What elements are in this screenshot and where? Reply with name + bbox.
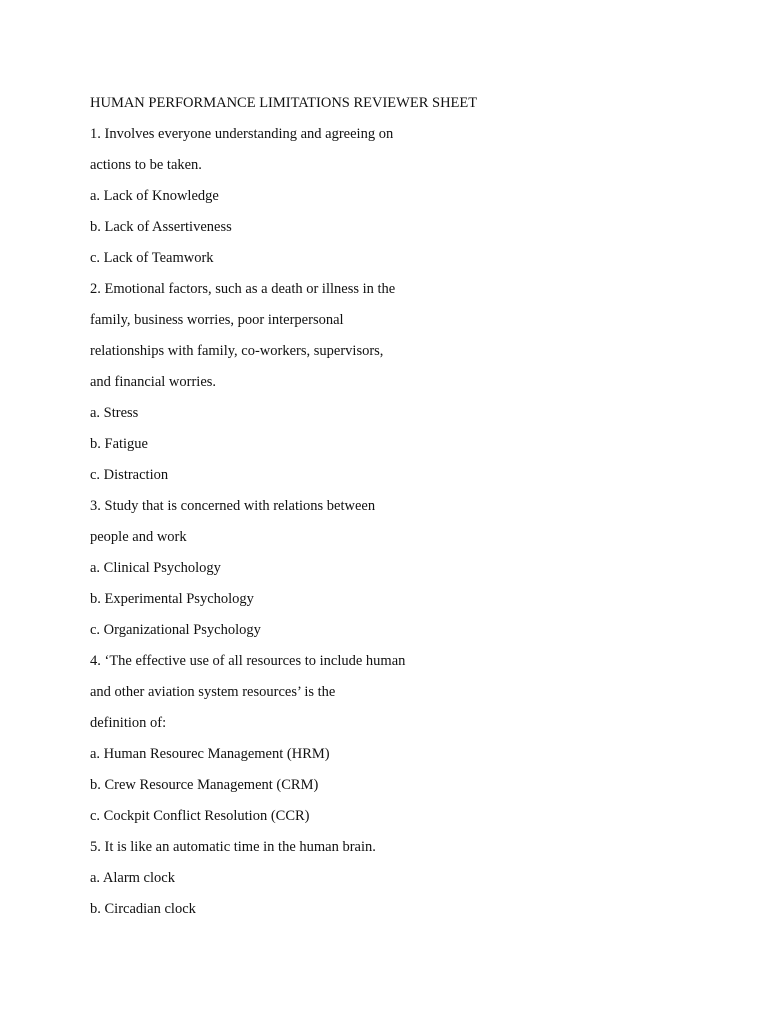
question-3-option-c: c. Organizational Psychology [90, 622, 261, 638]
question-3-line-2: people and work [90, 529, 187, 545]
question-4-line-3: definition of: [90, 715, 167, 731]
question-4-option-a: a. Human Resourec Management (HRM) [90, 746, 330, 762]
document-title: HUMAN PERFORMANCE LIMITATIONS REVIEWER SHEET [90, 95, 478, 111]
question-1-line-2: actions to be taken. [90, 157, 202, 173]
question-2-line-1: 2. Emotional factors, such as a death or illness in the [90, 281, 396, 297]
question-2-line-4: and financial worries. [90, 374, 217, 390]
question-3-option-b: b. Experimental Psychology [90, 591, 254, 607]
question-5-option-b: b. Circadian clock [90, 901, 196, 917]
question-5-line-1: 5. It is like an automatic time in the human brain. [90, 839, 376, 855]
question-4-line-1: 4. ‘The effective use of all resources to include human [90, 653, 406, 669]
question-2-option-a: a. Stress [90, 405, 139, 421]
question-1-option-b: b. Lack of Assertiveness [90, 219, 232, 235]
question-2-option-c: c. Distraction [90, 467, 169, 483]
question-1-option-c: c. Lack of Teamwork [90, 250, 214, 266]
question-2-option-b: b. Fatigue [90, 436, 148, 452]
question-4-line-2: and other aviation system resources’ is the [90, 684, 336, 700]
question-1-line-1: 1. Involves everyone understanding and agreeing on [90, 126, 394, 142]
document-body [90, 92, 690, 929]
question-2-line-3: relationships with family, co-workers, supervisors, [90, 343, 384, 359]
question-1-option-a: a. Lack of Knowledge [90, 188, 219, 204]
question-4-option-c: c. Cockpit Conflict Resolution (CCR) [90, 808, 310, 824]
question-3-option-a: a. Clinical Psychology [90, 560, 221, 576]
question-2-line-2: family, business worries, poor interpersonal [90, 312, 344, 328]
question-3-line-1: 3. Study that is concerned with relations between [90, 498, 376, 514]
question-5-option-a: a. Alarm clock [90, 870, 175, 886]
question-4-option-b: b. Crew Resource Management (CRM) [90, 777, 319, 793]
